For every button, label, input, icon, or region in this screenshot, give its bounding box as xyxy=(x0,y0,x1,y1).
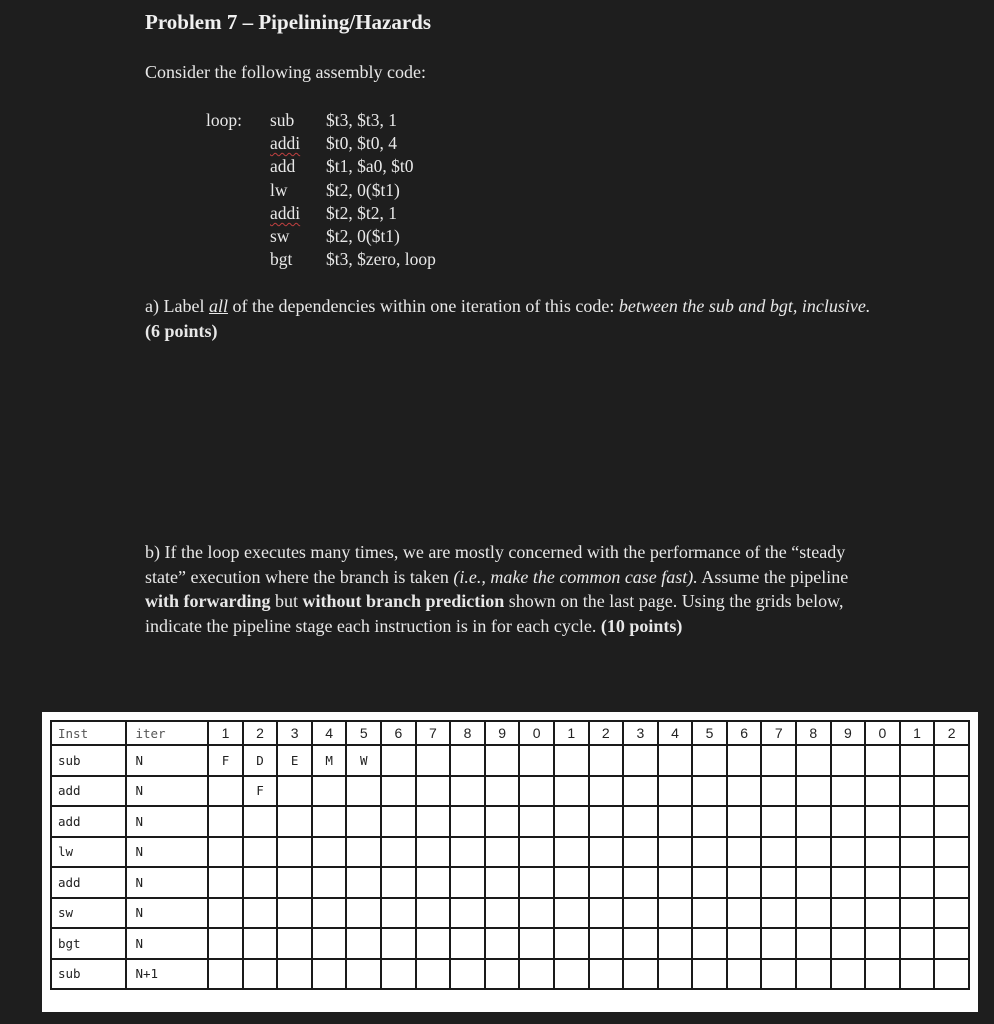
stage-cell[interactable] xyxy=(831,928,866,959)
part-a-points: (6 points) xyxy=(145,320,218,341)
code-args: $t2, 0($t1) xyxy=(326,179,400,200)
pipeline-grid-panel xyxy=(42,712,978,1012)
cycle-header: 3 xyxy=(277,721,312,745)
stage-cell[interactable]: W xyxy=(346,745,381,776)
code-op: bgt xyxy=(270,249,293,270)
stage-cell[interactable] xyxy=(381,776,416,807)
code-line xyxy=(206,132,436,155)
stage-cell[interactable] xyxy=(623,928,658,959)
iter-cell: N xyxy=(126,776,208,807)
stage-cell[interactable] xyxy=(208,776,243,807)
cycle-header: 4 xyxy=(312,721,347,745)
stage-cell[interactable] xyxy=(485,959,520,990)
stage-cell[interactable] xyxy=(450,745,485,776)
code-op: addi xyxy=(270,133,301,154)
stage-cell[interactable] xyxy=(623,959,658,990)
stage-cell[interactable]: M xyxy=(312,745,347,776)
stage-cell[interactable] xyxy=(623,776,658,807)
stage-cell[interactable] xyxy=(450,959,485,990)
stage-cell[interactable] xyxy=(727,867,762,898)
stage-cell[interactable] xyxy=(934,959,969,990)
stage-cell[interactable] xyxy=(312,867,347,898)
stage-cell[interactable] xyxy=(831,776,866,807)
stage-cell[interactable] xyxy=(450,776,485,807)
stage-cell[interactable] xyxy=(761,776,796,807)
inst-cell: bgt xyxy=(51,928,126,959)
stage-cell[interactable] xyxy=(796,776,831,807)
stage-cell[interactable] xyxy=(208,867,243,898)
stage-cell[interactable]: E xyxy=(277,745,312,776)
inst-cell: add xyxy=(51,867,126,898)
loop-label: loop: xyxy=(206,110,242,130)
part-b-question: b) If the loop executes many times, we are mostly concerned with the performance of the “steady state” execution where the branch is taken (i.e., make the common case fast). Assume the pipeline with forwarding but without branch prediction shown on the last page. Using the grids below, indicate the pipeline stage each instruction is in for each cycle. (10 points) xyxy=(145,542,849,636)
stage-cell[interactable] xyxy=(589,898,624,929)
stage-cell[interactable] xyxy=(900,928,935,959)
grid-header-row xyxy=(51,721,969,745)
stage-cell[interactable] xyxy=(658,806,693,837)
intro-text: Consider the following assembly code: xyxy=(145,62,426,82)
stage-cell[interactable] xyxy=(589,806,624,837)
stage-cell[interactable] xyxy=(761,959,796,990)
table-row xyxy=(51,867,969,898)
stage-cell[interactable] xyxy=(519,928,554,959)
stage-cell[interactable] xyxy=(865,837,900,868)
inst-cell: add xyxy=(51,776,126,807)
stage-cell[interactable] xyxy=(381,745,416,776)
stage-cell[interactable] xyxy=(208,959,243,990)
code-op: sw xyxy=(270,225,290,246)
stage-cell[interactable] xyxy=(346,898,381,929)
stage-cell[interactable] xyxy=(381,867,416,898)
stage-cell[interactable] xyxy=(692,806,727,837)
stage-cell[interactable] xyxy=(623,837,658,868)
stage-cell[interactable] xyxy=(485,898,520,929)
emphasis-all: all xyxy=(208,296,228,316)
stage-cell[interactable] xyxy=(658,745,693,776)
stage-cell[interactable] xyxy=(381,928,416,959)
table-row xyxy=(51,745,969,776)
stage-cell[interactable] xyxy=(519,776,554,807)
code-op: addi xyxy=(270,202,301,223)
stage-cell[interactable] xyxy=(692,867,727,898)
code-line xyxy=(206,179,436,202)
stage-cell[interactable] xyxy=(589,776,624,807)
stage-cell[interactable] xyxy=(761,898,796,929)
stage-cell[interactable] xyxy=(416,898,451,929)
table-row xyxy=(51,806,969,837)
stage-cell[interactable] xyxy=(727,837,762,868)
stage-cell[interactable] xyxy=(208,928,243,959)
stage-cell[interactable] xyxy=(934,806,969,837)
stage-cell[interactable] xyxy=(312,928,347,959)
stage-cell[interactable] xyxy=(554,898,589,929)
code-line xyxy=(206,155,436,178)
stage-cell[interactable] xyxy=(831,959,866,990)
stage-cell[interactable] xyxy=(312,806,347,837)
stage-cell[interactable] xyxy=(450,898,485,929)
stage-cell[interactable] xyxy=(519,898,554,929)
iter-cell: N xyxy=(126,867,208,898)
stage-cell[interactable] xyxy=(865,776,900,807)
stage-cell[interactable] xyxy=(346,867,381,898)
stage-cell[interactable] xyxy=(277,959,312,990)
stage-cell[interactable] xyxy=(900,959,935,990)
stage-cell[interactable] xyxy=(865,806,900,837)
stage-cell[interactable] xyxy=(312,837,347,868)
stage-cell[interactable] xyxy=(623,745,658,776)
stage-cell[interactable] xyxy=(658,898,693,929)
stage-cell[interactable] xyxy=(381,837,416,868)
stage-cell[interactable] xyxy=(277,837,312,868)
stage-cell[interactable] xyxy=(589,745,624,776)
cycle-header: 1 xyxy=(554,721,589,745)
stage-cell[interactable] xyxy=(658,928,693,959)
cycle-header: 8 xyxy=(450,721,485,745)
stage-cell[interactable] xyxy=(346,928,381,959)
stage-cell[interactable]: F xyxy=(208,745,243,776)
stage-cell[interactable] xyxy=(277,928,312,959)
part-b-points: (10 points) xyxy=(596,615,683,636)
stage-cell[interactable] xyxy=(554,806,589,837)
stage-cell[interactable] xyxy=(865,867,900,898)
stage-cell[interactable] xyxy=(934,745,969,776)
code-line xyxy=(206,202,436,225)
header-iter: iter xyxy=(126,721,208,745)
stage-cell[interactable] xyxy=(416,959,451,990)
stage-cell[interactable] xyxy=(519,806,554,837)
stage-cell[interactable] xyxy=(658,837,693,868)
stage-cell[interactable] xyxy=(934,867,969,898)
stage-cell[interactable] xyxy=(727,745,762,776)
stage-cell[interactable] xyxy=(277,776,312,807)
stage-cell[interactable] xyxy=(450,867,485,898)
cycle-header: 0 xyxy=(519,721,554,745)
stage-cell[interactable] xyxy=(554,928,589,959)
stage-cell[interactable] xyxy=(796,837,831,868)
stage-cell[interactable] xyxy=(243,928,278,959)
stage-cell[interactable] xyxy=(485,806,520,837)
table-row xyxy=(51,837,969,868)
iter-cell: N xyxy=(126,745,208,776)
stage-cell[interactable] xyxy=(727,928,762,959)
stage-cell[interactable] xyxy=(243,837,278,868)
stage-cell[interactable] xyxy=(243,898,278,929)
stage-cell[interactable] xyxy=(485,928,520,959)
iter-cell: N xyxy=(126,928,208,959)
stage-cell[interactable] xyxy=(934,898,969,929)
stage-cell[interactable] xyxy=(692,776,727,807)
stage-cell[interactable] xyxy=(312,959,347,990)
stage-cell[interactable] xyxy=(381,959,416,990)
stage-cell[interactable] xyxy=(243,867,278,898)
stage-cell[interactable] xyxy=(900,776,935,807)
iter-cell: N+1 xyxy=(126,959,208,990)
stage-cell[interactable] xyxy=(796,898,831,929)
stage-cell[interactable] xyxy=(727,806,762,837)
stage-cell[interactable] xyxy=(450,837,485,868)
inst-cell: sub xyxy=(51,959,126,990)
code-op: sub xyxy=(270,110,295,130)
stage-cell[interactable] xyxy=(416,867,451,898)
cycle-header: 9 xyxy=(831,721,866,745)
table-row xyxy=(51,959,969,990)
stage-cell[interactable] xyxy=(485,776,520,807)
stage-cell[interactable] xyxy=(485,745,520,776)
stage-cell[interactable] xyxy=(796,959,831,990)
stage-cell[interactable] xyxy=(796,806,831,837)
stage-cell[interactable] xyxy=(761,867,796,898)
cycle-header: 5 xyxy=(692,721,727,745)
stage-cell[interactable] xyxy=(865,959,900,990)
table-row xyxy=(51,898,969,929)
stage-cell[interactable] xyxy=(485,837,520,868)
stage-cell[interactable] xyxy=(450,806,485,837)
stage-cell[interactable] xyxy=(900,898,935,929)
cycle-header: 1 xyxy=(208,721,243,745)
cycle-header: 7 xyxy=(761,721,796,745)
stage-cell[interactable] xyxy=(831,806,866,837)
stage-cell[interactable] xyxy=(381,806,416,837)
cycle-header: 6 xyxy=(381,721,416,745)
cycle-header: 2 xyxy=(934,721,969,745)
stage-cell[interactable] xyxy=(450,928,485,959)
cycle-header: 9 xyxy=(485,721,520,745)
code-line xyxy=(206,248,436,271)
stage-cell[interactable] xyxy=(623,806,658,837)
stage-cell[interactable] xyxy=(416,776,451,807)
code-line xyxy=(206,225,436,248)
stage-cell[interactable] xyxy=(692,837,727,868)
stage-cell[interactable] xyxy=(416,928,451,959)
stage-cell[interactable] xyxy=(277,898,312,929)
stage-cell[interactable] xyxy=(554,959,589,990)
table-row xyxy=(51,928,969,959)
cycle-header: 1 xyxy=(900,721,935,745)
stage-cell[interactable] xyxy=(485,867,520,898)
stage-cell[interactable] xyxy=(658,959,693,990)
stage-cell[interactable] xyxy=(658,867,693,898)
stage-cell[interactable] xyxy=(934,928,969,959)
stage-cell[interactable] xyxy=(554,867,589,898)
stage-cell[interactable]: D xyxy=(243,745,278,776)
code-args: $t2, $t2, 1 xyxy=(326,202,397,223)
table-row xyxy=(51,776,969,807)
stage-cell[interactable] xyxy=(692,928,727,959)
stage-cell[interactable] xyxy=(243,806,278,837)
inst-cell: add xyxy=(51,806,126,837)
code-args: $t2, 0($t1) xyxy=(326,225,400,246)
code-op: add xyxy=(270,156,296,177)
stage-cell[interactable] xyxy=(312,898,347,929)
stage-cell[interactable] xyxy=(727,776,762,807)
stage-cell[interactable] xyxy=(381,898,416,929)
stage-cell[interactable] xyxy=(519,959,554,990)
stage-cell[interactable] xyxy=(346,837,381,868)
cycle-header: 2 xyxy=(589,721,624,745)
stage-cell[interactable] xyxy=(692,898,727,929)
stage-cell[interactable] xyxy=(589,867,624,898)
stage-cell[interactable] xyxy=(208,806,243,837)
stage-cell[interactable] xyxy=(692,959,727,990)
cycle-header: 3 xyxy=(623,721,658,745)
stage-cell[interactable] xyxy=(416,806,451,837)
cycle-header: 4 xyxy=(658,721,693,745)
inst-cell: lw xyxy=(51,837,126,868)
cycle-header: 6 xyxy=(727,721,762,745)
stage-cell[interactable] xyxy=(277,867,312,898)
cycle-header: 5 xyxy=(346,721,381,745)
stage-cell[interactable] xyxy=(554,837,589,868)
stage-cell[interactable] xyxy=(761,928,796,959)
stage-cell[interactable] xyxy=(208,898,243,929)
stage-cell[interactable] xyxy=(761,745,796,776)
stage-cell[interactable] xyxy=(519,837,554,868)
stage-cell[interactable] xyxy=(589,959,624,990)
stage-cell[interactable] xyxy=(900,806,935,837)
stage-cell[interactable] xyxy=(900,745,935,776)
stage-cell[interactable]: F xyxy=(243,776,278,807)
stage-cell[interactable] xyxy=(900,837,935,868)
iter-cell: N xyxy=(126,837,208,868)
stage-cell[interactable] xyxy=(519,867,554,898)
stage-cell[interactable] xyxy=(346,806,381,837)
stage-cell[interactable] xyxy=(761,837,796,868)
stage-cell[interactable] xyxy=(831,837,866,868)
stage-cell[interactable] xyxy=(865,928,900,959)
cycle-header: 2 xyxy=(243,721,278,745)
stage-cell[interactable] xyxy=(761,806,796,837)
stage-cell[interactable] xyxy=(519,745,554,776)
code-op: lw xyxy=(270,179,288,200)
iter-cell: N xyxy=(126,898,208,929)
code-args: $t3, $t3, 1 xyxy=(326,110,397,130)
stage-cell[interactable] xyxy=(865,898,900,929)
stage-cell[interactable] xyxy=(554,745,589,776)
stage-cell[interactable] xyxy=(831,898,866,929)
stage-cell[interactable] xyxy=(865,745,900,776)
stage-cell[interactable] xyxy=(243,959,278,990)
stage-cell[interactable] xyxy=(796,867,831,898)
part-a-question: a) Label all of the dependencies within one iteration of this code: between the sub and bgt, inclusive. (6 points) xyxy=(145,296,871,341)
iter-cell: N xyxy=(126,806,208,837)
stage-cell[interactable] xyxy=(623,867,658,898)
stage-cell[interactable] xyxy=(796,928,831,959)
stage-cell[interactable] xyxy=(934,837,969,868)
inst-cell: sw xyxy=(51,898,126,929)
stage-cell[interactable] xyxy=(346,959,381,990)
assembly-code xyxy=(206,109,436,271)
stage-cell[interactable] xyxy=(692,745,727,776)
stage-cell[interactable] xyxy=(208,837,243,868)
stage-cell[interactable] xyxy=(900,867,935,898)
pipeline-grid xyxy=(50,720,970,990)
problem-title: Problem 7 – Pipelining/Hazards xyxy=(145,10,432,34)
stage-cell[interactable] xyxy=(416,837,451,868)
stage-cell[interactable] xyxy=(934,776,969,807)
stage-cell[interactable] xyxy=(727,959,762,990)
cycle-header: 8 xyxy=(796,721,831,745)
stage-cell[interactable] xyxy=(346,776,381,807)
stage-cell[interactable] xyxy=(589,928,624,959)
cycle-header: 0 xyxy=(865,721,900,745)
stage-cell[interactable] xyxy=(554,776,589,807)
stage-cell[interactable] xyxy=(831,745,866,776)
code-args: $t0, $t0, 4 xyxy=(326,133,397,154)
stage-cell[interactable] xyxy=(727,898,762,929)
code-line xyxy=(206,109,436,132)
code-args: $t3, $zero, loop xyxy=(326,249,436,270)
stage-cell[interactable] xyxy=(589,837,624,868)
header-inst: Inst xyxy=(51,721,126,745)
stage-cell[interactable] xyxy=(277,806,312,837)
stage-cell[interactable] xyxy=(416,745,451,776)
stage-cell[interactable] xyxy=(312,776,347,807)
stage-cell[interactable] xyxy=(796,745,831,776)
cycle-header: 7 xyxy=(416,721,451,745)
code-args: $t1, $a0, $t0 xyxy=(326,156,414,177)
stage-cell[interactable] xyxy=(658,776,693,807)
inst-cell: sub xyxy=(51,745,126,776)
stage-cell[interactable] xyxy=(623,898,658,929)
stage-cell[interactable] xyxy=(831,867,866,898)
